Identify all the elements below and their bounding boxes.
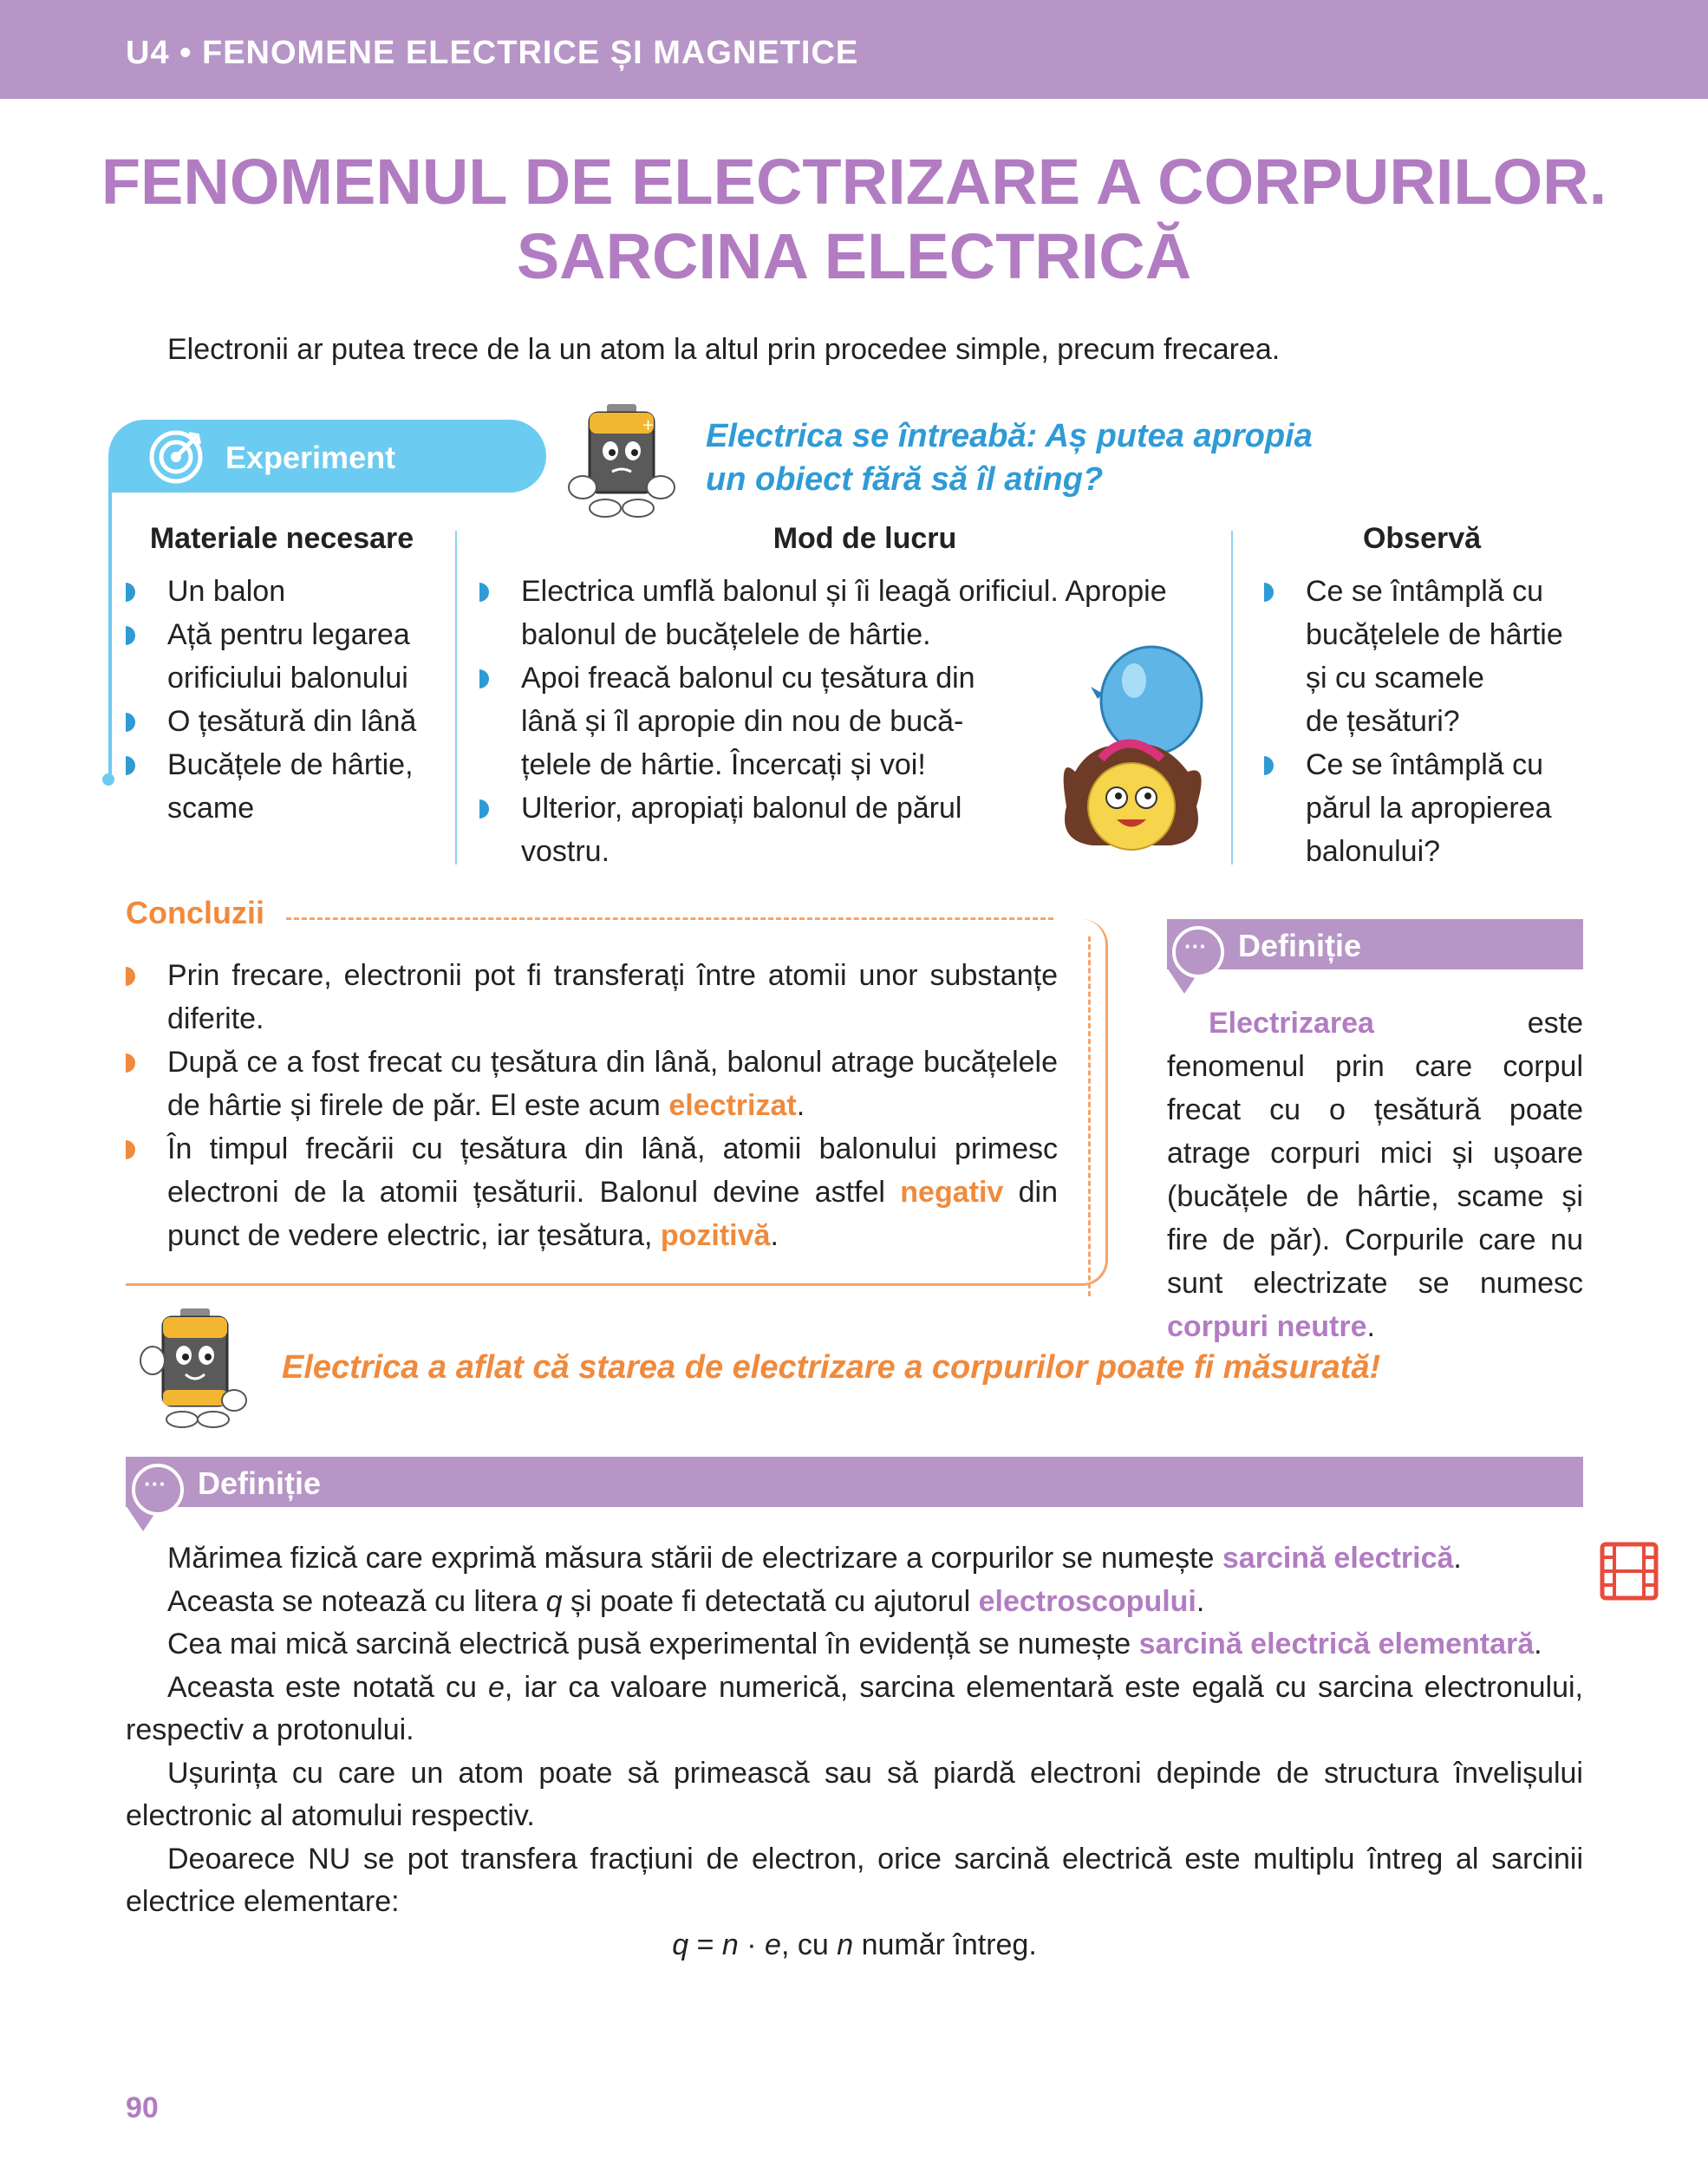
experiment-question (706, 414, 1313, 501)
paragraph: Aceasta se notează cu litera q și poate fi detectată cu ajutorul electroscopului. (167, 1584, 1205, 1618)
definition-bar (1167, 919, 1583, 969)
paragraph: Mărimea fizică care exprimă măsura stării de electrizare a corpurilor se numește sarcină electrică. (167, 1542, 1462, 1575)
highlight-term: electrizat (668, 1089, 797, 1122)
definition-label: Definiție (198, 1465, 322, 1501)
section-label: U4 • FENOMENE ELECTRICE ȘI MAGNETICE (126, 35, 859, 71)
target-icon (147, 428, 205, 486)
procedure-heading: Mod de lucru (773, 522, 957, 555)
highlight-term: sarcină electrică elementară (1138, 1628, 1535, 1660)
header-bar (0, 0, 1708, 99)
list-item: După ce a fost frecat cu țesătura din lână, balonul atrage bucățelele de hârtie și firele de păr. El este acum electrizat. (126, 1041, 1058, 1127)
paragraph: Deoarece NU se pot transfera fracțiuni de electron, orice sarcină electrică este multiplu întreg al sarcinii electrice elementare: (126, 1842, 1583, 1918)
battery-mascot (565, 401, 678, 522)
experiment-line (108, 486, 112, 779)
paragraph: Cea mai mică sarcină electrică pusă experimental în evidență se numește sarcină electrică elementară. (167, 1628, 1542, 1660)
question-line1: Electrica se întreabă: Aș putea apropia (706, 418, 1313, 454)
list-item: Apoi freacă balonul cu țesătura din lână și îl apropie din nou de bucă- țelele de hârtie. Încercați și voi! (479, 656, 1225, 786)
experiment-label: Experiment (225, 440, 396, 475)
list-item: Ce se întâmplă cu părul la apropierea balonului? (1264, 743, 1611, 873)
conclusions-title: Concluzii (126, 895, 264, 930)
paragraph: Aceasta este notată cu e, iar ca valoare numerică, sarcina elementară este egală cu sarcina electronului, respectiv a protonului. (126, 1670, 1583, 1746)
battery-mascot (137, 1305, 250, 1431)
highlight-term: sarcină electrică (1222, 1542, 1454, 1575)
definition-text: Electrizarea este fenomenul prin care corpul frecat cu o țesătură poate atrage corpuri mici și ușoare (bucățele de hârtie, scame și fire de păr). Corpurile care nu sunt electrizate se numesc corpuri neutre. (1167, 1007, 1583, 1343)
girl-with-balloon (1040, 642, 1222, 858)
page-title-line1: FENOMENUL DE ELECTRIZARE A CORPURILOR. (101, 146, 1607, 218)
intro-text: Electronii ar putea trece de la un atom la altul prin procedee simple, precum frecarea. (167, 333, 1281, 366)
materials-list (126, 570, 447, 830)
svg-text:+: + (642, 416, 655, 434)
highlight-term: Electrizarea (1209, 1007, 1374, 1040)
definition-label: Definiție (1238, 928, 1362, 963)
speech-bubble-icon (132, 1464, 184, 1516)
conclusions-border-side (1088, 936, 1091, 1296)
observe-heading: Observă (1362, 522, 1482, 555)
list-item: Prin frecare, electronii pot fi transferați între atomii unor substanțe diferite. (126, 954, 1058, 1041)
definition2-body (126, 1537, 1583, 1967)
speech-bubble-icon (1172, 926, 1224, 978)
list-item: O țesătură din lână (126, 700, 447, 743)
list-item: Electrica umflă balonul și îi leagă orificiul. Apropie balonul de bucățelele de hârtie. (479, 570, 1225, 656)
list-item: În timpul frecării cu țesătura din lână, atomii balonului primesc electroni de la atomii țesăturii. Balonul devine astfel negativ din punct de vedere electric, iar țesătura, pozitivă. (126, 1127, 1058, 1257)
highlight-term: pozitivă (660, 1219, 771, 1252)
list-item: Un balon (126, 570, 447, 613)
paragraph: Ușurința cu care un atom poate să primească sau să piardă electroni depinde de structura învelișului electronic al atomului respectiv. (126, 1756, 1583, 1832)
experiment-dot (102, 773, 114, 786)
column-divider (1231, 531, 1233, 864)
list-item: Ce se întâmplă cu bucățelele de hârtie și cu scamele de țesături? (1264, 570, 1611, 743)
page-number: 90 (126, 2091, 159, 2124)
film-icon[interactable] (1600, 1542, 1659, 1601)
question-line2: un obiect fără să îl ating? (706, 461, 1104, 498)
conclusions-list (126, 954, 1058, 1257)
column-divider (455, 531, 457, 864)
found-statement: Electrica a aflat că starea de electrizare a corpurilor poate fi măsurată! (282, 1349, 1381, 1386)
page-title-line2: SARCINA ELECTRICĂ (516, 220, 1192, 292)
list-item: Ulterior, apropiați balonul de părul vostru. (479, 786, 1225, 873)
observe-list (1264, 570, 1611, 873)
formula: q = n · e, cu n număr întreg. (672, 1928, 1037, 1961)
highlight-term: negativ (900, 1176, 1004, 1209)
materials-heading: Materiale necesare (149, 522, 414, 555)
highlight-term: electroscopului (978, 1584, 1196, 1618)
highlight-term: corpuri neutre (1167, 1310, 1367, 1343)
list-item: Bucățele de hârtie, scame (126, 743, 447, 830)
definition-bar (126, 1457, 1583, 1507)
list-item: Ață pentru legarea orificiului balonului (126, 613, 447, 700)
